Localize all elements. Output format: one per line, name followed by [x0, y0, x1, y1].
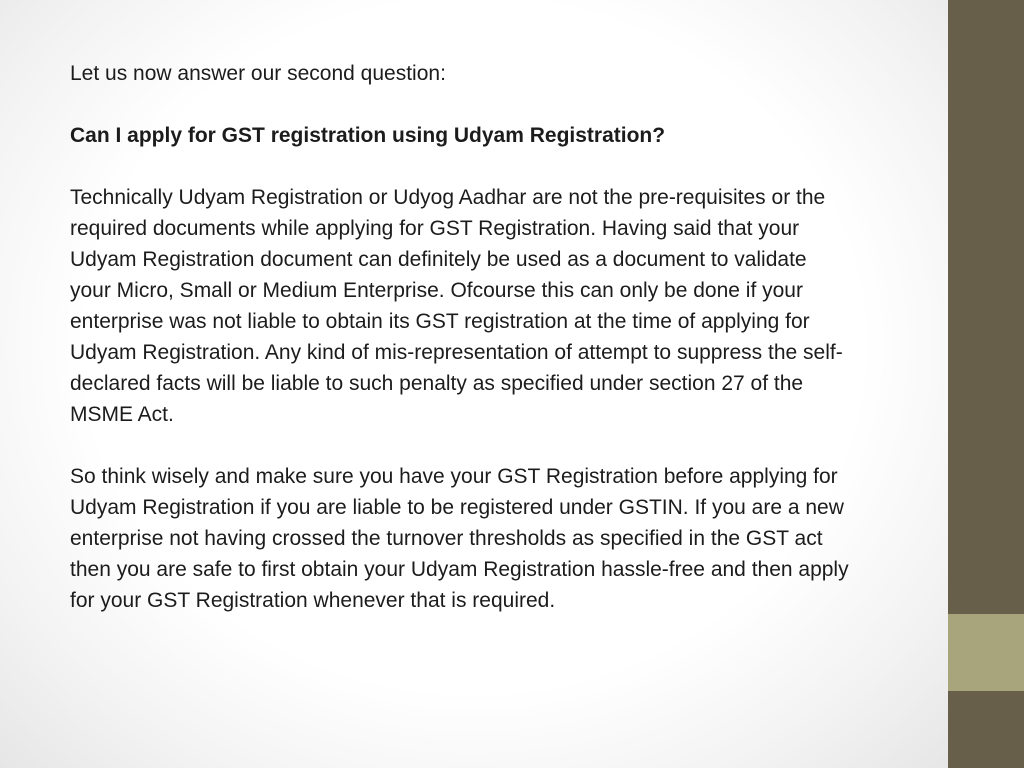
intro-text: Let us now answer our second question: — [70, 62, 446, 85]
slide-content — [70, 58, 850, 647]
sidebar-accent-block — [948, 614, 1024, 691]
body-paragraph-1: Technically Udyam Registration or Udyog Aadhar are not the pre-requisites or the required documents while applying for GST Registration. Having said that your Udyam Registration document can definitely be used as a document to validate your Micro, Small or Medium Enterprise. Ofcourse this can only be done if your enterprise was not liable to obtain its GST registration at the time of applying for Udyam Registration. Any kind of mis-representation of attempt to suppress the self-declared facts will be liable to such penalty as specified under section 27 of the MSME Act. — [70, 186, 843, 426]
question-heading: Can I apply for GST registration using Udyam Registration? — [70, 124, 666, 147]
body-paragraph-2: So think wisely and make sure you have your GST Registration before applying for Udyam Registration if you are liable to be registered under GSTIN. If you are a new enterprise not having crossed the turnover thresholds as specified in the GST act then you are safe to first obtain your Udyam Registration hassle-free and then apply for your GST Registration whenever that is required. — [70, 465, 849, 612]
